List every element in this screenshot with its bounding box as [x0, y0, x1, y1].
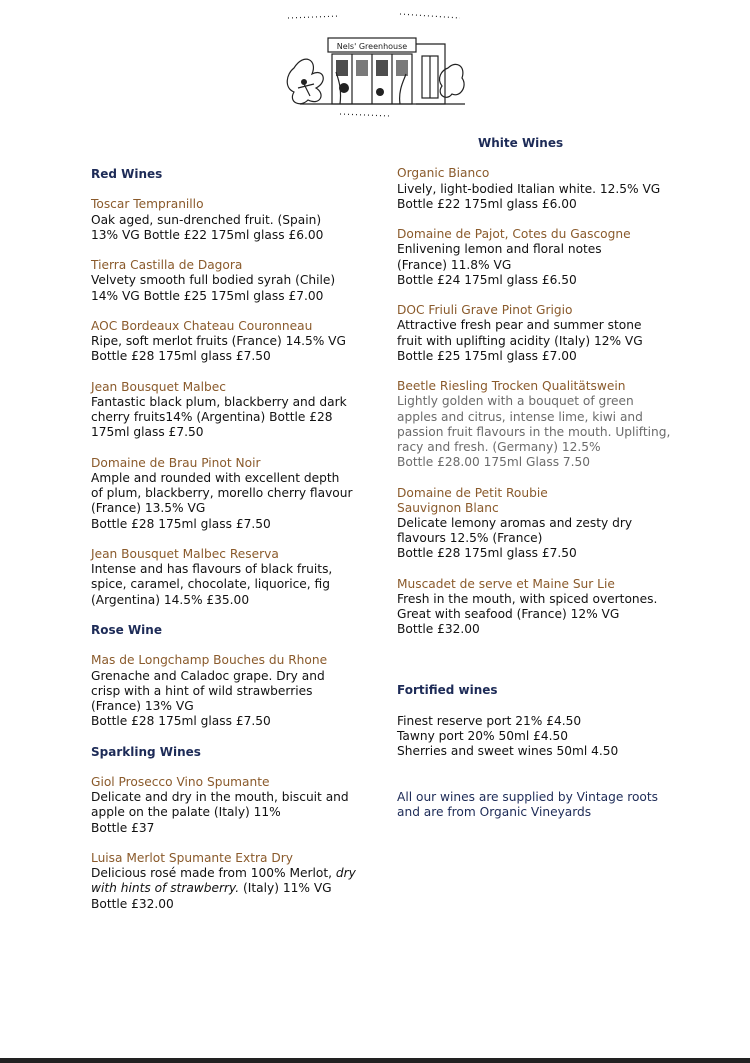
wine-name: Tierra Castilla de Dagora	[91, 258, 243, 273]
wine-description-line: Oak aged, sun-drenched fruit. (Spain)	[91, 212, 322, 227]
wine-item	[397, 166, 697, 212]
description-text: Delicious rosé made from 100% Merlot,	[91, 866, 336, 881]
wine-description-line: fruit with uplifting acidity (Italy) 12% VG	[397, 333, 643, 348]
wine-description-line: crisp with a hint of wild strawberries	[91, 683, 313, 698]
wine-description-line: (France) 13.5% VG	[91, 501, 206, 516]
greenhouse-logo-sketch	[280, 8, 470, 126]
sparkling-wines-list	[91, 775, 381, 912]
wine-description-line: Ample and rounded with excellent depth	[91, 470, 340, 485]
wine-name: AOC Bordeaux Chateau Couronneau	[91, 318, 313, 333]
fortified-wines-heading: Fortified wines	[397, 683, 498, 698]
fortified-item: Finest reserve port 21% £4.50	[397, 713, 582, 728]
wine-price-line: Bottle £22 175ml glass £6.00	[397, 196, 577, 211]
wine-price-line: Bottle £24 175ml glass £6.50	[397, 272, 577, 287]
fortified-item: Tawny port 20% 50ml £4.50	[397, 728, 569, 743]
wine-description-line: passion fruit flavours in the mouth. Uplifting,	[397, 424, 671, 439]
white-wines-list	[397, 166, 697, 637]
wine-description-line: apple on the palate (Italy) 11%	[91, 805, 281, 820]
supplier-note	[397, 790, 697, 820]
wine-description-line: of plum, blackberry, morello cherry flavour	[91, 486, 353, 501]
red-wines-list	[91, 197, 381, 607]
wine-price-line: Bottle £28 175ml glass £7.50	[397, 546, 577, 561]
wine-description-line: spice, caramel, chocolate, liquorice, fig	[91, 577, 330, 592]
wine-price-line: 175ml glass £7.50	[91, 425, 204, 440]
wine-description-line: Fresh in the mouth, with spiced overtones.	[397, 592, 658, 606]
wine-name: Luisa Merlot Spumante Extra Dry	[91, 850, 293, 865]
wine-description-line: Velvety smooth full bodied syrah (Chile)	[91, 273, 336, 288]
wine-item	[91, 319, 381, 365]
wine-description-line: racy and fresh. (Germany) 12.5%	[397, 440, 601, 454]
wine-description-line: Attractive fresh pear and summer stone	[397, 318, 642, 333]
wine-name: Mas de Longchamp Bouches du Rhone	[91, 653, 328, 668]
wine-item	[397, 577, 697, 638]
page-bottom-rule	[0, 1058, 750, 1063]
wine-item	[91, 380, 381, 441]
wine-description-line: Grenache and Caladoc grape. Dry and	[91, 668, 325, 683]
description-italic-text: dry	[335, 866, 356, 881]
wine-name: Beetle Riesling Trocken Qualitätswein	[397, 379, 626, 394]
wine-item	[397, 303, 697, 364]
wine-item	[91, 653, 381, 729]
wine-item	[91, 456, 381, 532]
wine-description-line: cherry fruits14% (Argentina) Bottle £28	[91, 410, 333, 425]
wine-description-line: flavours 12.5% (France)	[397, 531, 543, 546]
wine-price-line: 14% VG Bottle £25 175ml glass £7.00	[91, 288, 324, 303]
rose-wine-list	[91, 653, 381, 729]
wine-item	[397, 379, 697, 470]
description-text: (Italy) 11% VG	[239, 881, 332, 896]
wine-name: Jean Bousquet Malbec	[91, 379, 226, 394]
wine-item	[397, 486, 697, 562]
right-column	[397, 136, 697, 820]
wine-price-line: (Argentina) 14.5% £35.00	[91, 592, 250, 607]
rose-wine-heading: Rose Wine	[91, 622, 162, 637]
wine-description-line: Intense and has flavours of black fruits,	[91, 562, 333, 577]
wine-price-line: Bottle £28.00 175ml Glass 7.50	[397, 455, 591, 470]
sparkling-wines-heading: Sparkling Wines	[91, 744, 201, 759]
wine-name: Jean Bousquet Malbec Reserva	[91, 546, 279, 561]
wine-name: Organic Bianco	[397, 166, 490, 181]
red-wines-heading: Red Wines	[91, 167, 163, 181]
wine-price-line: 13% VG Bottle £22 175ml glass £6.00	[91, 227, 324, 242]
wine-name: Muscadet de serve et Maine Sur Lie	[397, 576, 615, 591]
wine-description-line: Delicate and dry in the mouth, biscuit and	[91, 790, 349, 805]
wine-item	[91, 197, 381, 243]
wine-item	[91, 258, 381, 304]
fortified-item: Sherries and sweet wines 50ml 4.50	[397, 743, 619, 758]
fortified-list	[397, 714, 697, 760]
wine-name: Giol Prosecco Vino Spumante	[91, 774, 270, 789]
white-wines-heading: White Wines	[478, 136, 564, 150]
wine-description-line	[91, 881, 381, 896]
wine-name: Toscar Tempranillo	[91, 197, 204, 212]
wine-description-line: Great with seafood (France) 12% VG	[397, 607, 620, 622]
wine-price-line: Bottle £28 175ml glass £7.50	[91, 714, 271, 729]
wine-price-line: Bottle £32.00	[91, 896, 174, 911]
description-italic-text: with hints of strawberry.	[91, 881, 240, 896]
wine-description-line: Lightly golden with a bouquet of green	[397, 394, 634, 409]
wine-description-line: Enlivening lemon and floral notes	[397, 242, 602, 257]
wine-description-line	[91, 866, 381, 881]
wine-description-line: Ripe, soft merlot fruits (France) 14.5% VG	[91, 334, 346, 349]
wine-item	[91, 851, 381, 912]
wine-name: Domaine de Brau Pinot Noir	[91, 455, 261, 470]
wine-price-line: Bottle £25 175ml glass £7.00	[397, 348, 577, 363]
left-column	[91, 167, 381, 927]
wine-price-line: Bottle £28 175ml glass £7.50	[91, 516, 271, 531]
wine-name-continued: Sauvignon Blanc	[397, 500, 499, 515]
wine-name: Domaine de Pajot, Cotes du Gascogne	[397, 227, 631, 242]
wine-item	[91, 775, 381, 836]
wine-description-line: (France) 11.8% VG	[397, 257, 512, 272]
wine-description-line: Delicate lemony aromas and zesty dry	[397, 516, 633, 530]
wine-name: Domaine de Petit Roubie	[397, 485, 548, 500]
wine-description-line: apples and citrus, intense lime, kiwi and	[397, 409, 643, 424]
supplier-note-line: and are from Organic Vineyards	[397, 804, 592, 819]
wine-description-line: Fantastic black plum, blackberry and dark	[91, 394, 347, 409]
wine-item	[91, 547, 381, 608]
wine-price-line: Bottle £37	[91, 820, 155, 835]
wine-item	[397, 227, 697, 288]
wine-price-line: Bottle £32.00	[397, 622, 480, 637]
wine-description-line: (France) 13% VG	[91, 698, 194, 713]
supplier-note-line: All our wines are supplied by Vintage roots	[397, 789, 659, 804]
logo-sign-text: Nels' Greenhouse	[336, 42, 408, 51]
wine-description-line: Lively, light-bodied Italian white. 12.5% VG	[397, 181, 661, 196]
wine-price-line: Bottle £28 175ml glass £7.50	[91, 349, 271, 364]
wine-name: DOC Friuli Grave Pinot Grigio	[397, 303, 573, 318]
